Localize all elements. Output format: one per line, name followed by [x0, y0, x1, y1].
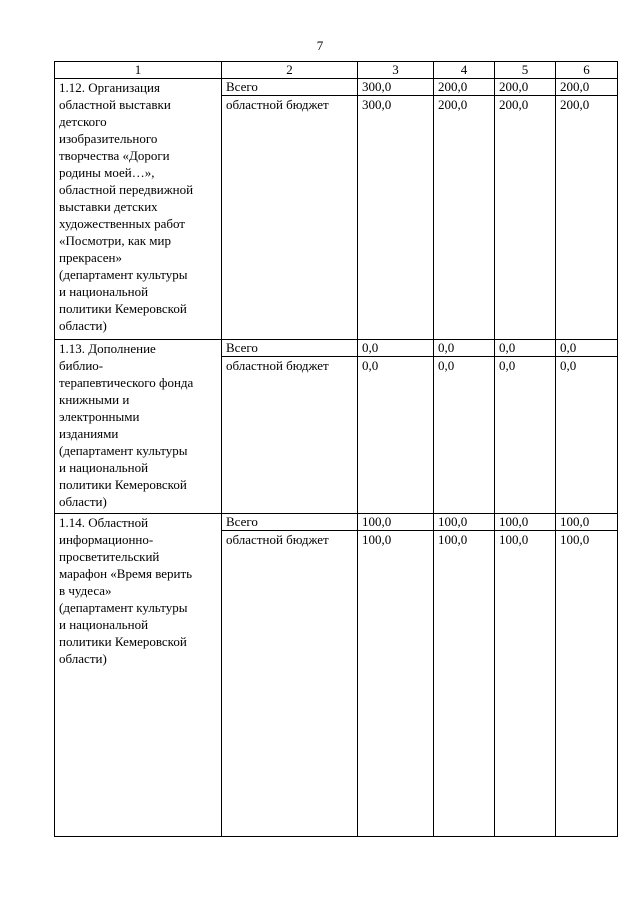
row-label: Всего [222, 340, 358, 357]
value-cell: 200,0 [556, 79, 618, 96]
value-cell: 200,0 [434, 96, 495, 340]
value-cell: 0,0 [358, 340, 434, 357]
row-label: областной бюджет [222, 96, 358, 340]
column-header-5: 5 [495, 62, 556, 79]
value-cell: 200,0 [495, 96, 556, 340]
value-cell: 100,0 [556, 531, 618, 837]
value-cell: 300,0 [358, 96, 434, 340]
item-description-1-12: 1.12. Организация областной выставки детского изобразительного творчества «Дороги родины моей…», областной передвижной выставки детских художественных работ «Посмотри, как мир прекрасен» (департамент культуры и национальной политики Кемеровской области) [55, 79, 222, 340]
value-cell: 100,0 [358, 531, 434, 837]
value-cell: 100,0 [434, 514, 495, 531]
column-header-6: 6 [556, 62, 618, 79]
value-cell: 100,0 [495, 514, 556, 531]
funding-table [54, 61, 618, 837]
value-cell: 0,0 [495, 357, 556, 514]
column-header-3: 3 [358, 62, 434, 79]
value-cell: 0,0 [556, 340, 618, 357]
column-header-2: 2 [222, 62, 358, 79]
row-label: Всего [222, 514, 358, 531]
value-cell: 0,0 [556, 357, 618, 514]
value-cell: 0,0 [434, 340, 495, 357]
value-cell: 100,0 [434, 531, 495, 837]
row-label: областной бюджет [222, 357, 358, 514]
column-header-4: 4 [434, 62, 495, 79]
row-label: областной бюджет [222, 531, 358, 837]
value-cell: 200,0 [495, 79, 556, 96]
row-label: Всего [222, 79, 358, 96]
page-number: 7 [316, 38, 324, 53]
value-cell: 300,0 [358, 79, 434, 96]
value-cell: 200,0 [434, 79, 495, 96]
item-description-1-13: 1.13. Дополнение библио- терапевтического фонда книжными и электронными изданиями (департамент культуры и национальной политики Кемеровской области) [55, 340, 222, 514]
value-cell: 200,0 [556, 96, 618, 340]
value-cell: 0,0 [358, 357, 434, 514]
table-row-item-1-12-total [55, 79, 618, 96]
table-row-item-1-13-total [55, 340, 618, 357]
column-header-1: 1 [55, 62, 222, 79]
value-cell: 0,0 [434, 357, 495, 514]
value-cell: 100,0 [495, 531, 556, 837]
table-row-item-1-14-total [55, 514, 618, 531]
value-cell: 100,0 [358, 514, 434, 531]
item-description-1-14: 1.14. Областной информационно- просветительский марафон «Время верить в чудеса» (департамент культуры и национальной политики Кемеровской области) [55, 514, 222, 837]
value-cell: 0,0 [495, 340, 556, 357]
table-header-row [55, 62, 618, 79]
value-cell: 100,0 [556, 514, 618, 531]
